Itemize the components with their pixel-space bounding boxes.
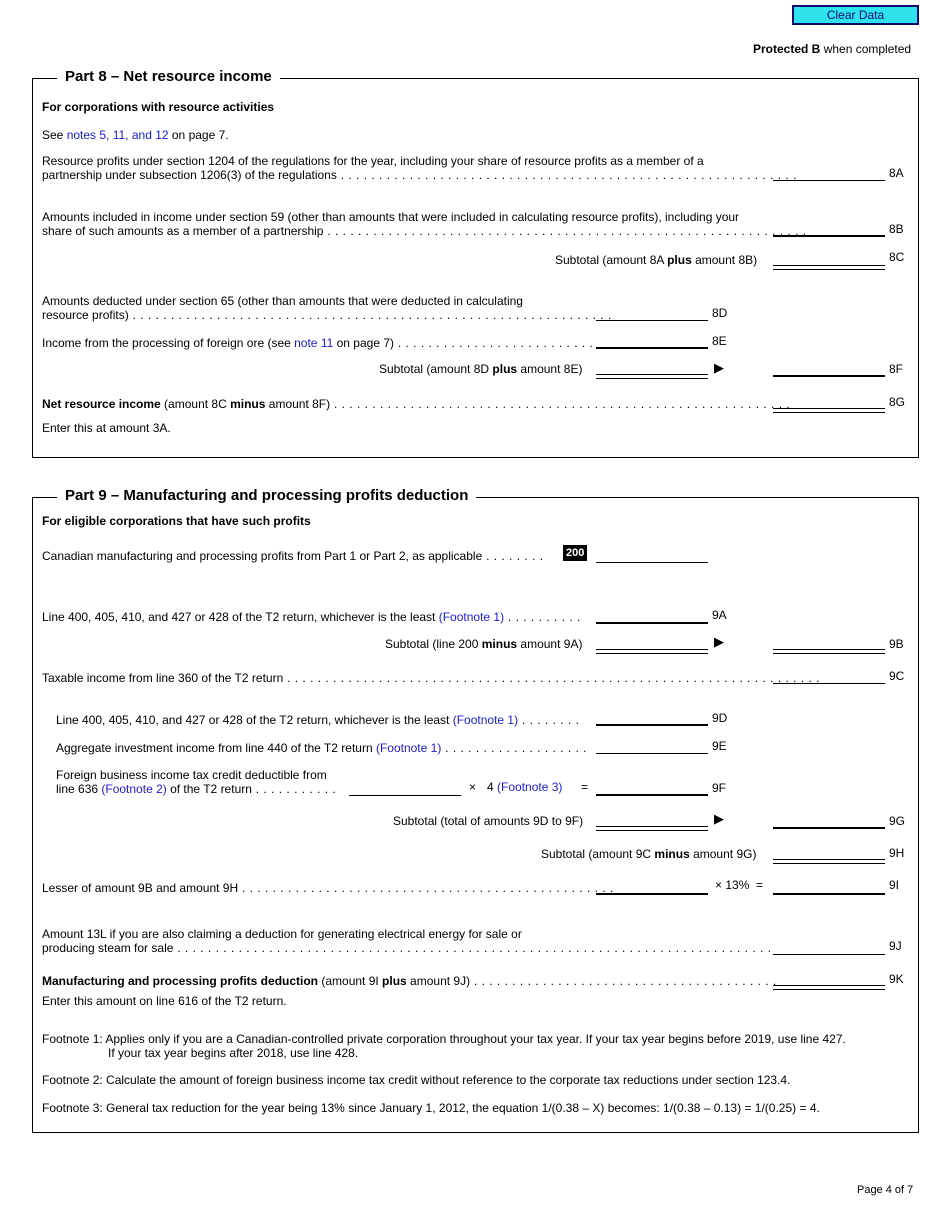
- part9-title: Part 9 – Manufacturing and processing profits deduction: [57, 487, 476, 504]
- equals-sign: =: [581, 780, 589, 794]
- line-8a-text-2: partnership under subsection 1206(3) of the regulations . . . . . . . . . . . . . . . . . . . . . . . . . . . . . . . . . . . . . . . . . . . . . . . . . . . . . . . . . . . .: [42, 168, 797, 182]
- field-9e[interactable]: [596, 753, 708, 754]
- field-8f-subtotal[interactable]: [596, 374, 708, 379]
- factor-4: 4 (Footnote 3): [487, 780, 563, 794]
- part9-subtitle: For eligible corporations that have such profits: [42, 514, 311, 528]
- footnote-2-link[interactable]: (Footnote 2): [101, 782, 167, 796]
- field-9i[interactable]: [773, 893, 885, 895]
- code-8b: 8B: [889, 222, 904, 236]
- footnote-1-link[interactable]: (Footnote 1): [452, 713, 519, 727]
- times-sign: ×: [469, 780, 477, 794]
- line-8e-text: Income from the processing of foreign ore (see note 11 on page 7) . . . . . . . . . . . . . . . . . . . . . . . . . .: [42, 336, 594, 350]
- field-9j[interactable]: [773, 954, 885, 955]
- field-9a[interactable]: [596, 622, 708, 624]
- line-8c-text: Subtotal (amount 8A plus amount 8B): [555, 253, 758, 267]
- code-9f: 9F: [712, 781, 727, 795]
- field-9f[interactable]: [596, 794, 708, 796]
- code-9b: 9B: [889, 637, 904, 651]
- part8-enter-note: Enter this at amount 3A.: [42, 421, 171, 435]
- code-9c: 9C: [889, 669, 905, 683]
- protected-label: Protected B when completed: [753, 42, 912, 56]
- line-8g-text: Net resource income (amount 8C minus amount 8F) . . . . . . . . . . . . . . . . . . . . . . . . . . . . . . . . . . . . . . . . . . . . . . . . . . . . . . . . . . . .: [42, 397, 791, 411]
- code-8d: 8D: [712, 306, 728, 320]
- part8-subtitle: For corporations with resource activities: [42, 100, 275, 114]
- line-9f-text-2: line 636 (Footnote 2) of the T2 return . . . . . . . . . . .: [56, 782, 337, 796]
- notes-link[interactable]: notes 5, 11, and 12: [66, 128, 169, 142]
- field-9d[interactable]: [596, 724, 708, 726]
- code-9h: 9H: [889, 846, 905, 860]
- part8-see-notes: See notes 5, 11, and 12 on page 7.: [42, 128, 229, 142]
- line-9k-text: Manufacturing and processing profits deduction (amount 9I plus amount 9J) . . . . . . . . . . . . . . . . . . . . . . . . . . . . . . . . . . . . . . . .: [42, 974, 777, 988]
- footnote-3-link[interactable]: (Footnote 3): [497, 780, 563, 794]
- line-8d-text-1: Amounts deducted under section 65 (other than amounts that were deducted in calculating: [42, 294, 523, 308]
- line-200-text: Canadian manufacturing and processing profits from Part 1 or Part 2, as applicable . . . . . . . .: [42, 549, 544, 563]
- field-9b-subtotal[interactable]: [596, 649, 708, 654]
- field-9k[interactable]: [773, 985, 885, 990]
- field-9b[interactable]: [773, 649, 885, 654]
- footnote-1-link[interactable]: (Footnote 1): [438, 610, 505, 624]
- line-9g-text: Subtotal (total of amounts 9D to 9F): [393, 814, 584, 828]
- field-9h[interactable]: [773, 859, 885, 864]
- line-9j-text-2: producing steam for sale . . . . . . . . . . . . . . . . . . . . . . . . . . . . . . . . . . . . . . . . . . . . . . . . . . . . . . . . . . . . . . . . . . . . . . . . . . . . . .: [42, 941, 772, 955]
- line-9i-text: Lesser of amount 9B and amount 9H . . . . . . . . . . . . . . . . . . . . . . . . . . . . . . . . . . . . . . . . . . . . . . . . .: [42, 881, 614, 895]
- code-9d: 9D: [712, 711, 728, 725]
- field-9f-credit[interactable]: [349, 795, 461, 796]
- arrow-right-icon: ▶: [714, 811, 724, 826]
- line-8a-text-1: Resource profits under section 1204 of the regulations for the year, including your share of resource profits as a member of a: [42, 154, 704, 168]
- field-9g-subtotal[interactable]: [596, 826, 708, 831]
- clear-data-button[interactable]: Clear Data: [792, 5, 919, 25]
- code-9g: 9G: [889, 814, 906, 828]
- line-9a-text: Line 400, 405, 410, and 427 or 428 of the T2 return, whichever is the least (Footnote 1) . . . . . . . . . .: [42, 610, 581, 624]
- field-8b[interactable]: [773, 235, 885, 237]
- part9-enter-note: Enter this amount on line 616 of the T2 return.: [42, 994, 287, 1008]
- note-11-link[interactable]: note 11: [294, 336, 334, 350]
- code-8e: 8E: [712, 334, 727, 348]
- field-8c[interactable]: [773, 265, 885, 270]
- code-9k: 9K: [889, 972, 904, 986]
- field-8a[interactable]: [773, 180, 885, 181]
- arrow-right-icon: ▶: [714, 360, 724, 375]
- field-9g[interactable]: [773, 827, 885, 829]
- code-9e: 9E: [712, 739, 727, 753]
- field-9c[interactable]: [773, 683, 885, 684]
- footnote-1-line-2: If your tax year begins after 2018, use line 428.: [108, 1046, 359, 1060]
- line-9c-text: Taxable income from line 360 of the T2 return . . . . . . . . . . . . . . . . . . . . . . . . . . . . . . . . . . . . . . . . . . . . . . . . . . . . . . . . . . . . . . . . . . . . . .: [42, 671, 821, 685]
- code-9i: 9I: [889, 878, 900, 892]
- code-9j: 9J: [889, 939, 902, 953]
- field-8g[interactable]: [773, 408, 885, 413]
- footnote-2: Footnote 2: Calculate the amount of foreign business income tax credit without reference to the corporate tax reductions under section 123.4.: [42, 1073, 791, 1087]
- line-9b-text: Subtotal (line 200 minus amount 9A): [385, 637, 583, 651]
- line-200-badge: 200: [563, 545, 587, 561]
- arrow-right-icon: ▶: [714, 634, 724, 649]
- code-8g: 8G: [889, 395, 906, 409]
- line-9d-text: Line 400, 405, 410, and 427 or 428 of the T2 return, whichever is the least (Footnote 1) . . . . . . . .: [56, 713, 580, 727]
- rate-13: × 13% =: [715, 878, 764, 892]
- code-9a: 9A: [712, 608, 727, 622]
- code-8c: 8C: [889, 250, 905, 264]
- field-8e[interactable]: [596, 347, 708, 349]
- line-8b-text-1: Amounts included in income under section 59 (other than amounts that were included in calculating resource profits), including your: [42, 210, 740, 224]
- field-8d[interactable]: [596, 320, 708, 321]
- line-8f-text: Subtotal (amount 8D plus amount 8E): [379, 362, 583, 376]
- footnote-3: Footnote 3: General tax reduction for the year being 13% since January 1, 2012, the equation 1/(0.38 – X) becomes: 1/(0.38 – 0.13) = 1/(0.25) = 4.: [42, 1101, 820, 1115]
- line-9j-text-1: Amount 13L if you are also claiming a deduction for generating electrical energy for sale or: [42, 927, 522, 941]
- line-9f-text-1: Foreign business income tax credit deductible from: [56, 768, 327, 782]
- footnote-1-link[interactable]: (Footnote 1): [375, 741, 442, 755]
- part8-title: Part 8 – Net resource income: [57, 68, 280, 85]
- field-200[interactable]: [596, 562, 708, 563]
- page-number: Page 4 of 7: [857, 1184, 914, 1196]
- code-8f: 8F: [889, 362, 904, 376]
- code-8a: 8A: [889, 166, 904, 180]
- line-8b-text-2: share of such amounts as a member of a partnership . . . . . . . . . . . . . . . . . . . . . . . . . . . . . . . . . . . . . . . . . . . . . . . . . . . . . . . . . . . . . . .: [42, 224, 807, 238]
- footnote-1-line-1: Footnote 1: Applies only if you are a Canadian-controlled private corporation throughout your tax year. If your tax year begins before 2019, use line 427.: [42, 1032, 846, 1046]
- line-9h-text: Subtotal (amount 9C minus amount 9G): [541, 847, 757, 861]
- line-8d-text-2: resource profits) . . . . . . . . . . . . . . . . . . . . . . . . . . . . . . . . . . . . . . . . . . . . . . . . . . . . . . . . . . . . . . .: [42, 308, 612, 322]
- field-9i-amount[interactable]: [596, 893, 708, 895]
- line-9e-text: Aggregate investment income from line 440 of the T2 return (Footnote 1) . . . . . . . . . . . . . . . . . . .: [56, 741, 588, 755]
- field-8f[interactable]: [773, 375, 885, 377]
